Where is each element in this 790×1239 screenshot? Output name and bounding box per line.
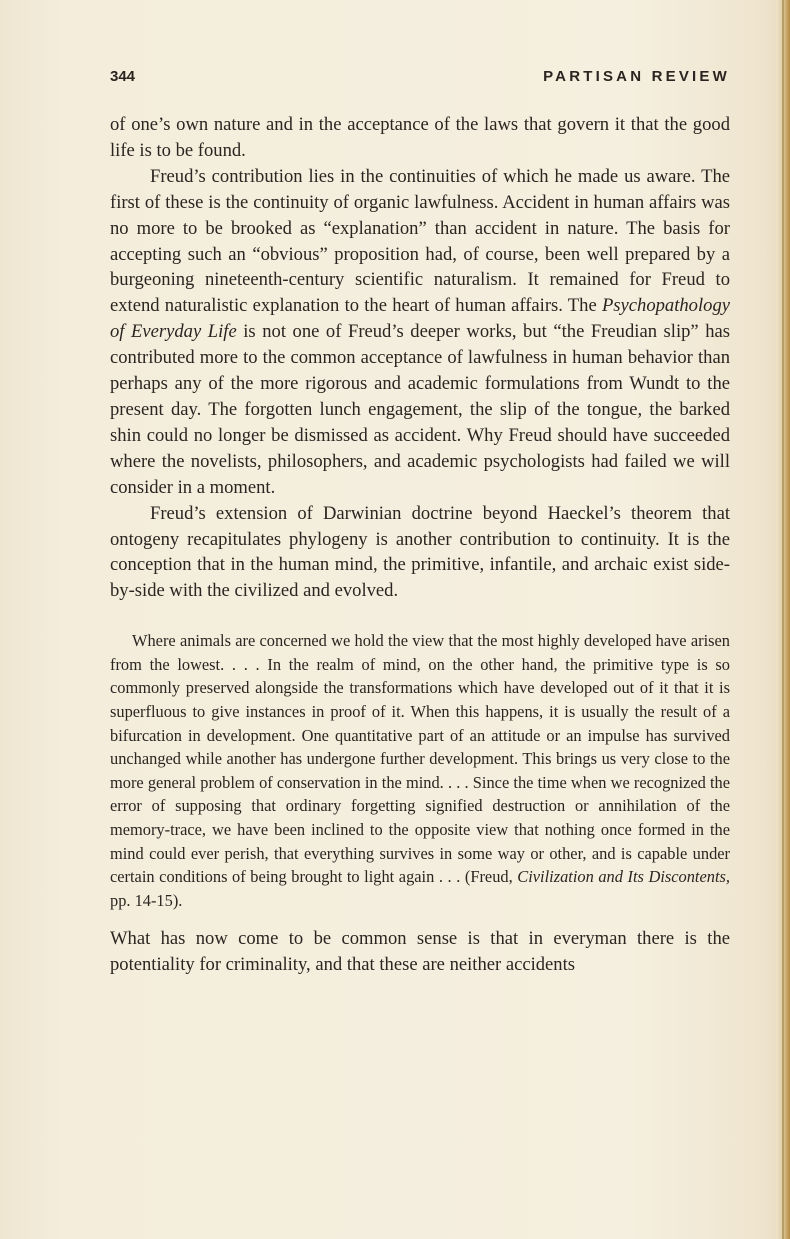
block-quote bbox=[110, 629, 730, 912]
paragraph-text-continued: is not one of Freud’s deeper works, but “the Freudian slip” has contributed more to the common acceptance of lawfulness in human behavior than perhaps any of the more rigorous and academic formulations from Wundt to the present day. The forgotten lunch engagement, the slip of the tongue, the barked shin could no longer be dismissed as accident. Why Freud should have succeeded where the novelists, philosophers, and academic psychologists had failed we will consider in a moment. bbox=[110, 321, 731, 498]
quote-citation-pages: pp. 14-15). bbox=[110, 890, 183, 910]
journal-title: PARTISAN REVIEW bbox=[543, 68, 730, 85]
paragraph-continued: of one’s own nature and in the acceptance of the laws that govern it that the good life is to be found. bbox=[110, 114, 730, 161]
quote-text: Where animals are concerned we hold the view that the most highly developed have arisen from the lowest. . . . In the realm of mind, on the other hand, the primitive type is so commonly preserved alongside the transformations which have developed out of it that it is superfluous to give instances in proof of it. When this happens, it is usually the result of a bifurcation in development. One quantitative part of an attitude or an impulse has survived unchanged while another has undergone further development. This brings us very close to the more general problem of conservation in the mind. . . . Since the time when we recognized the error of supposing that ordinary forgetting signified destruction or annihilation of the memory-trace, we have been inclined to the opposite view that nothing once formed in the mind could ever perish, that everything survives in some way or other, and is capable under certain conditions of being brought to light again . . . (Freud, bbox=[110, 631, 730, 887]
paragraph-closing: What has now come to be common sense is that in everyman there is the potentiality for criminality, and that these are neither accidents bbox=[110, 928, 730, 976]
page-edge-line bbox=[782, 0, 784, 1239]
running-head bbox=[110, 68, 730, 90]
book-title-italic: Psychopathology of Everyday Life bbox=[110, 295, 730, 343]
page-number: 344 bbox=[110, 68, 136, 85]
paragraph-darwinian-extension: Freud’s extension of Darwinian doctrine beyond Haeckel’s theorem that ontogeny recapitulates phylogeny is another contribution to continuity. It is the conception that in the human mind, the primitive, infantile, and archaic exist side-by-side with the civilized and evolved. bbox=[110, 502, 730, 602]
quote-paragraph bbox=[110, 629, 730, 912]
paragraph-text: Freud’s contribution lies in the continuities of which he made us aware. The first of these is the continuity of organic lawfulness. Accident in human affairs was no more to be brooked as “explanation” than accident in nature. The basis for accepting such an “obvious” proposition had, of course, been well prepared by a burgeoning nineteenth-century scientific naturalism. It remained for Freud to extend naturalistic explanation to the heart of human affairs. The bbox=[110, 165, 730, 317]
quote-citation-title: Civilization and Its Discontents, bbox=[517, 867, 730, 887]
paragraph-freud-contribution bbox=[110, 164, 730, 501]
body-text bbox=[110, 112, 730, 978]
